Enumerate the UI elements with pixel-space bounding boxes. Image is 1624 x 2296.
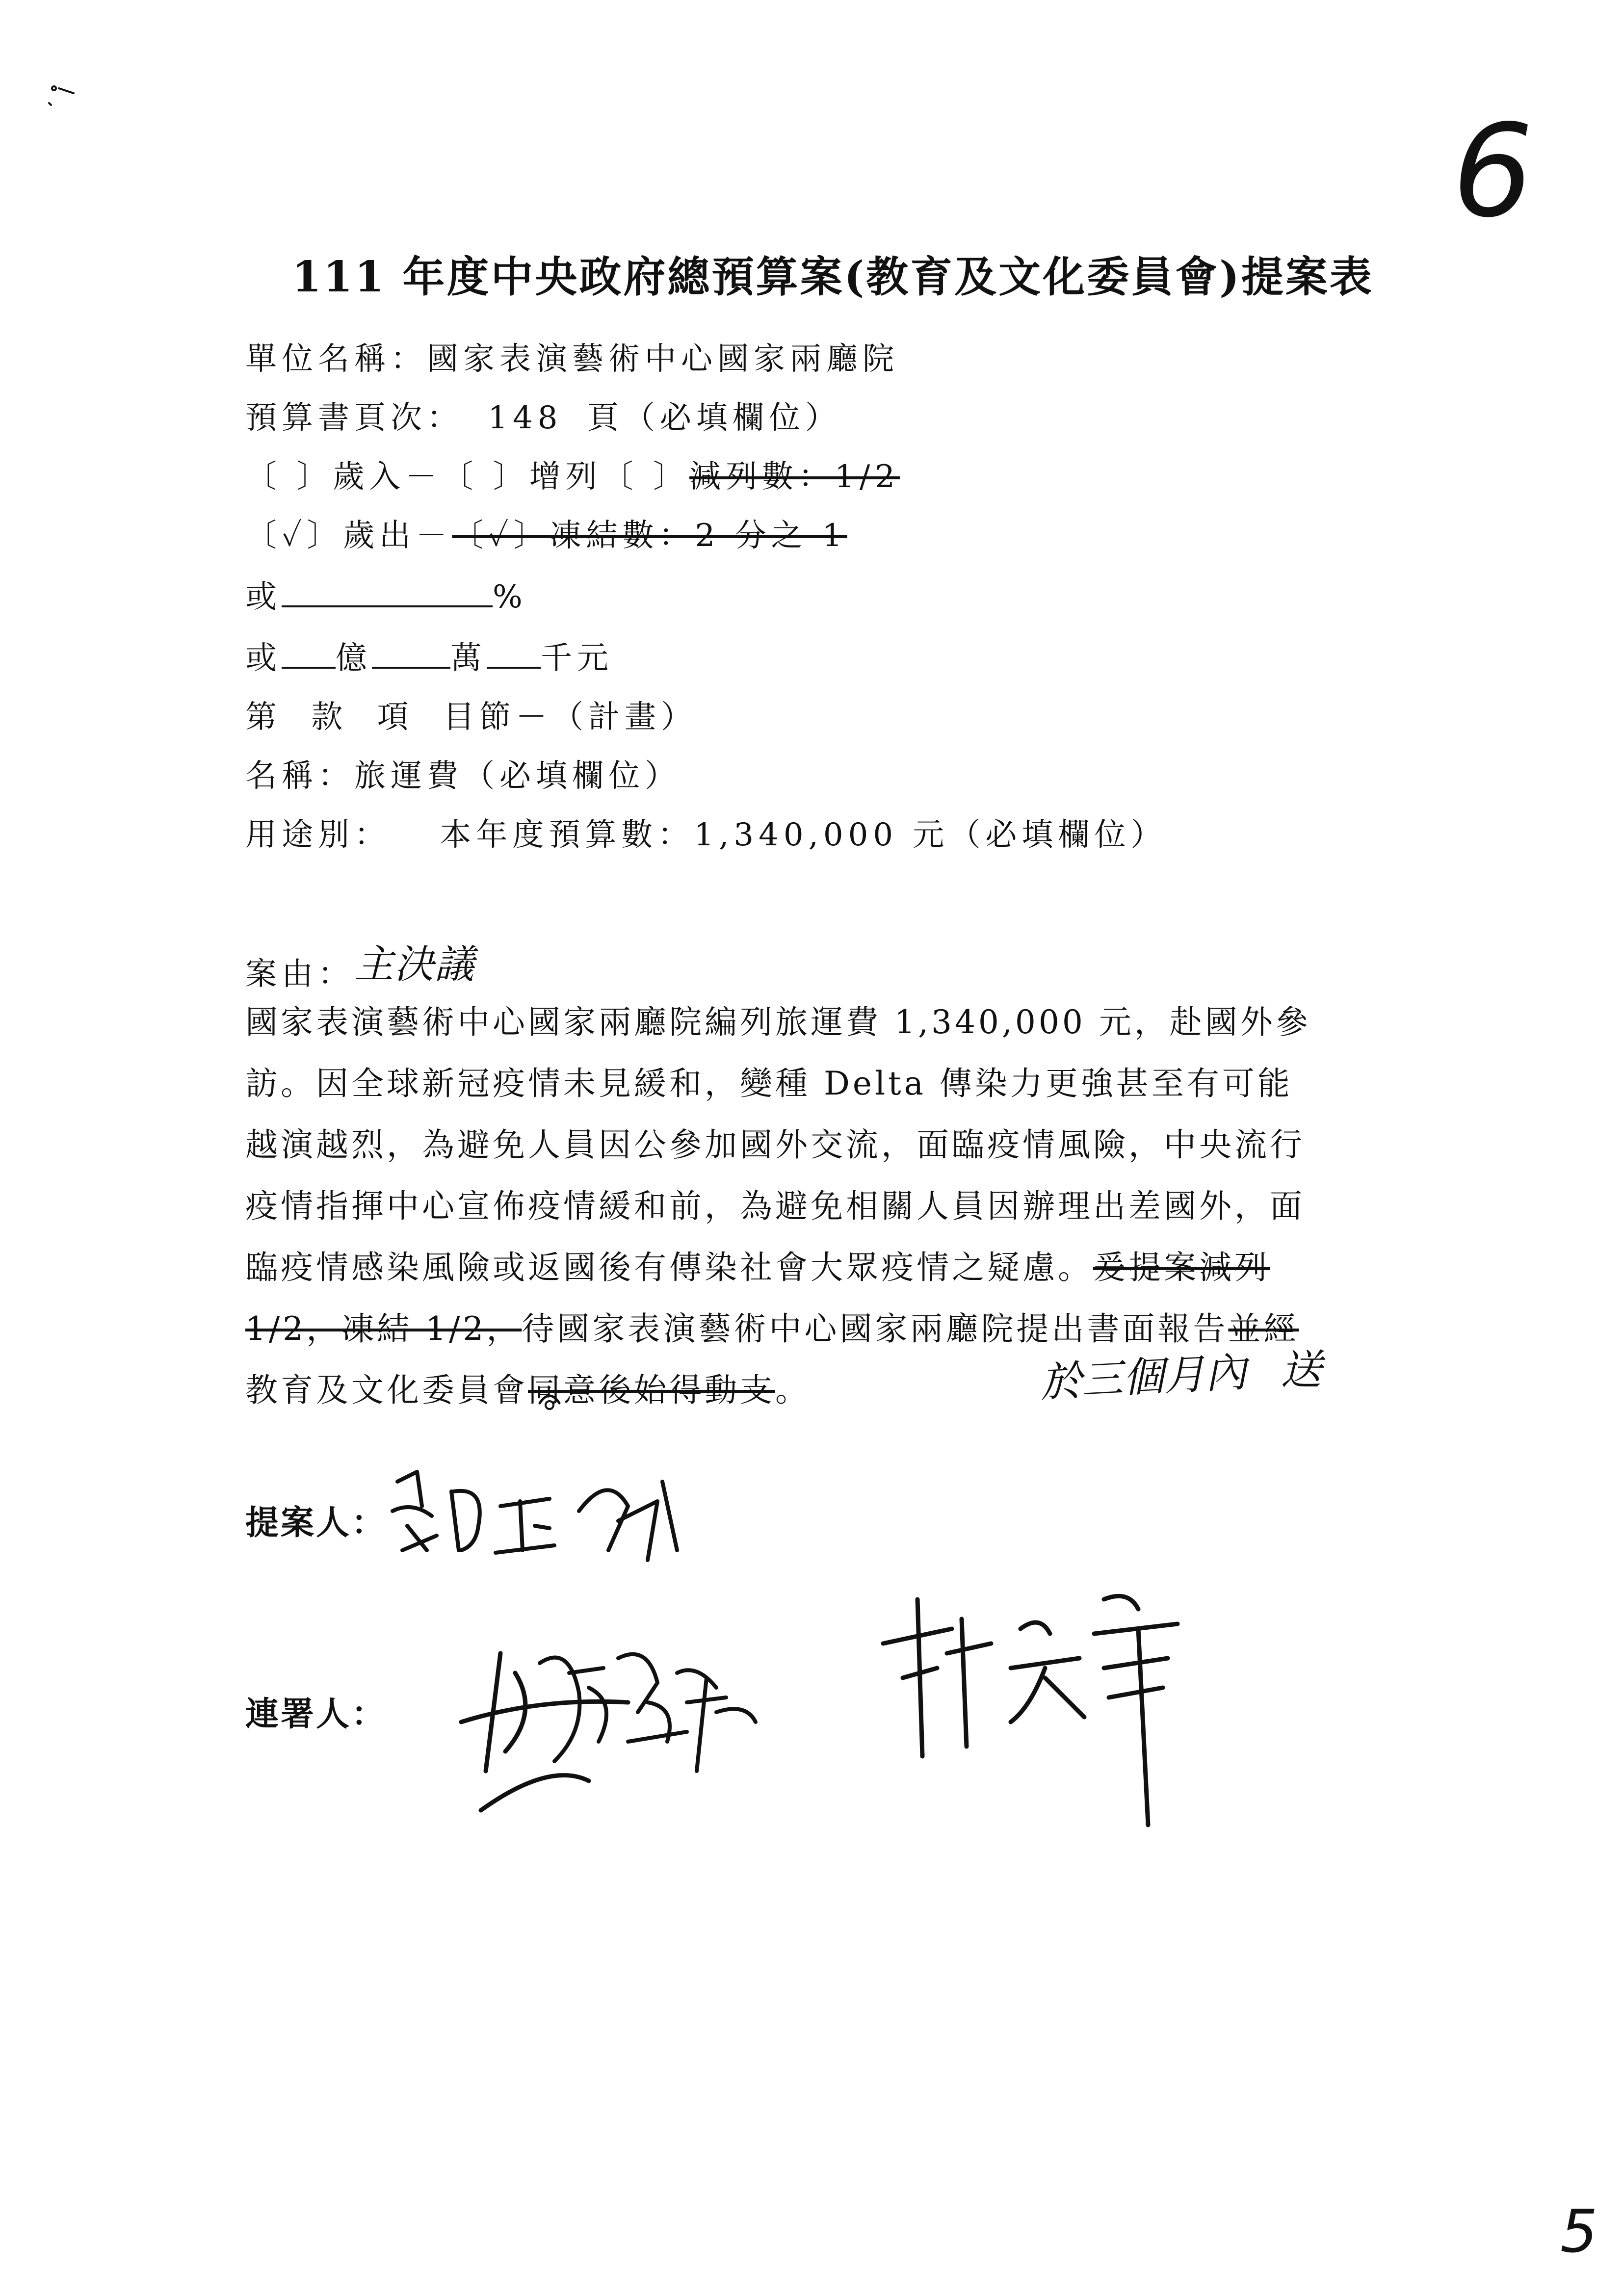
unit-label: 單位名稱： bbox=[245, 341, 427, 377]
footer-page-number: 5 bbox=[1560, 2198, 1598, 2266]
body-line-3: 越演越烈，為避免人員因公參加國外交流，面臨疫情風險，中央流行 bbox=[245, 1126, 1305, 1164]
handwritten-insert-send: 送 bbox=[1281, 1346, 1322, 1394]
amount-row bbox=[245, 633, 613, 678]
case-handwritten: 主決議 bbox=[354, 941, 475, 987]
cosigner-signature-1 bbox=[442, 1614, 814, 1835]
wan-blank bbox=[372, 641, 450, 669]
revenue-row bbox=[245, 451, 900, 496]
budget-amount-value: 1,340,000 元 bbox=[694, 817, 949, 853]
qian-yuan-label: 千元 bbox=[541, 640, 613, 677]
cosigner-label: 連署人： bbox=[245, 1695, 387, 1734]
body-line-6 bbox=[245, 1303, 1299, 1349]
item-name-required: （必填欄位） bbox=[463, 758, 681, 794]
insertion-caret-mark bbox=[535, 1383, 564, 1413]
cosigner-signature-2 bbox=[873, 1570, 1217, 1845]
budget-page-unit: 頁 bbox=[587, 400, 624, 436]
budget-amount-required: （必填欄位） bbox=[949, 817, 1167, 853]
percent-blank bbox=[282, 580, 493, 607]
page-title: 111 年度中央政府總預算案(教育及文化委員會)提案表 bbox=[292, 252, 1374, 302]
section-row: 第 款 項 目節－（計畫） bbox=[245, 699, 698, 735]
budget-page-required: （必填欄位） bbox=[623, 400, 841, 436]
body-line-5-struck: 爰提案減列 bbox=[1093, 1249, 1270, 1286]
item-name-label: 名稱： bbox=[245, 758, 354, 794]
expense-label: 歲出－ bbox=[343, 518, 452, 554]
yi-blank bbox=[282, 641, 336, 669]
percent-suffix: % bbox=[493, 579, 527, 615]
scan-speck bbox=[44, 74, 83, 113]
increase-checkbox: 〔 〕 bbox=[442, 459, 529, 495]
percent-prefix: 或 bbox=[245, 579, 282, 615]
amount-prefix: 或 bbox=[245, 640, 282, 677]
body-line-6-text: 待國家表演藝術中心國家兩廳院提出書面報告 bbox=[522, 1310, 1229, 1348]
item-name-value: 旅運費 bbox=[354, 758, 463, 794]
handwritten-insert-within-three-months: 於三個月內 bbox=[1039, 1348, 1248, 1407]
unit-name-row bbox=[245, 334, 899, 379]
purpose-label: 用途別： bbox=[245, 817, 391, 853]
freeze-struck-text: 〔✓〕凍結數：2 分之 1 bbox=[452, 518, 847, 554]
body-line-2: 訪。因全球新冠疫情未見緩和，變種 Delta 傳染力更強甚至有可能 bbox=[245, 1065, 1293, 1102]
expense-checkbox: 〔✓〕 bbox=[245, 518, 343, 554]
budget-amount-label: 本年度預算數： bbox=[440, 817, 694, 853]
decrease-struck-text: 減列數：1/2 bbox=[689, 459, 900, 495]
body-line-7-end: 。 bbox=[775, 1371, 811, 1409]
corner-page-number: 6 bbox=[1452, 98, 1534, 246]
increase-label: 增列 bbox=[529, 459, 602, 495]
unit-value: 國家表演藝術中心國家兩廳院 bbox=[427, 341, 899, 377]
qian-blank bbox=[487, 641, 541, 669]
revenue-checkbox: 〔 〕 bbox=[245, 459, 333, 495]
budget-page-label: 預算書頁次： bbox=[245, 400, 463, 436]
purpose-row bbox=[245, 809, 1167, 855]
case-label: 案由： bbox=[245, 956, 354, 992]
decrease-checkbox: 〔 〕 bbox=[602, 459, 690, 495]
expense-row bbox=[245, 510, 847, 555]
body-line-7-text: 教育及文化委員會 bbox=[245, 1371, 528, 1409]
body-line-4: 疫情指揮中心宣佈疫情緩和前，為避免相關人員因辦理出差國外，面 bbox=[245, 1187, 1305, 1225]
budget-page-row bbox=[245, 392, 841, 438]
proposer-label: 提案人： bbox=[245, 1503, 387, 1542]
case-row bbox=[245, 939, 475, 996]
percent-row bbox=[245, 572, 527, 617]
body-line-1: 國家表演藝術中心國家兩廳院編列旅運費 1,340,000 元，赴國外參 bbox=[245, 1003, 1311, 1041]
body-line-7 bbox=[245, 1364, 811, 1410]
item-name-row bbox=[245, 751, 681, 796]
yi-label: 億 bbox=[336, 640, 372, 677]
budget-page-number: 148 bbox=[488, 400, 563, 436]
body-line-6-struck: 1/2，凍結 1/2， bbox=[245, 1310, 522, 1348]
body-line-6-struck-2: 並經 bbox=[1228, 1310, 1299, 1348]
body-line-5-text: 臨疫情感染風險或返國後有傳染社會大眾疫情之疑慮。 bbox=[245, 1249, 1093, 1286]
body-line-5 bbox=[245, 1241, 1270, 1288]
revenue-label: 歲入－ bbox=[333, 459, 442, 495]
proposer-signature bbox=[373, 1452, 716, 1575]
wan-label: 萬 bbox=[450, 640, 487, 677]
body-line-7-struck: 同意後始得動支 bbox=[528, 1371, 775, 1409]
